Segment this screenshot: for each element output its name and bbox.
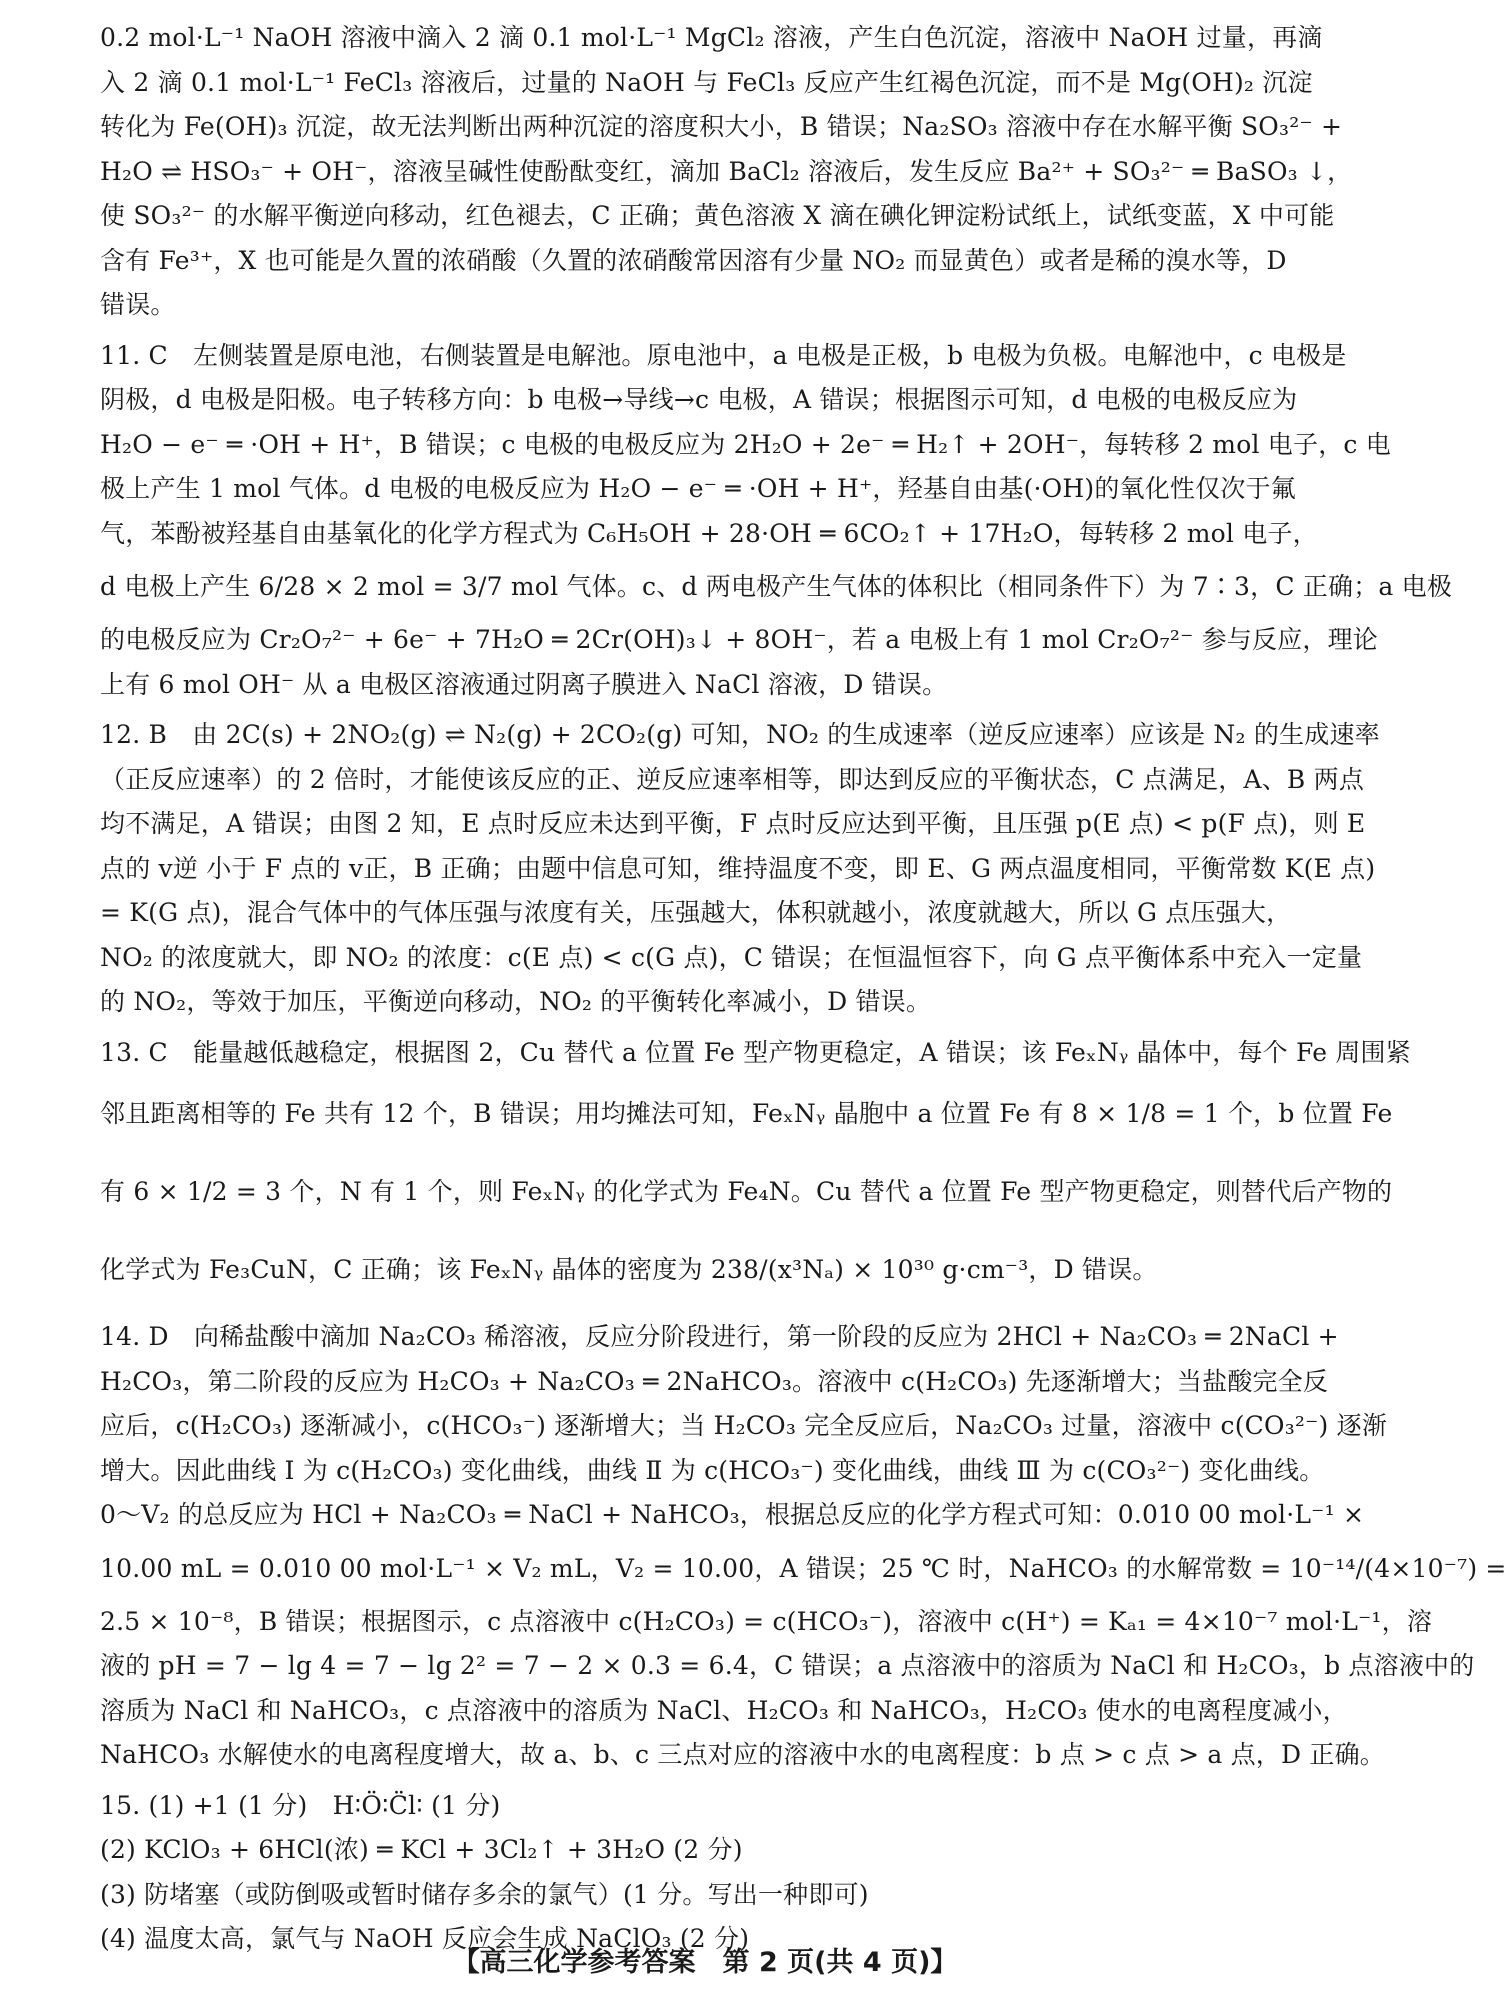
text-line: 含有 Fe³⁺，X 也可能是久置的浓硝酸（久置的浓硝酸常因溶有少量 NO₂ 而显黄色）或者是稀的溴水等，D	[100, 245, 1287, 275]
text-line: H₂O − e⁻ ═ ·OH + H⁺，B 错误；c 电极的电极反应为 2H₂O + 2e⁻ ═ H₂↑ + 2OH⁻，每转移 2 mol 电子，c 电	[100, 429, 1391, 459]
text-line: 应后，c(H₂CO₃) 逐渐减小，c(HCO₃⁻) 逐渐增大；当 H₂CO₃ 完全反应后，Na₂CO₃ 过量，溶液中 c(CO₃²⁻) 逐渐	[100, 1411, 1388, 1440]
text-line: NaHCO₃ 水解使水的电离程度增大，故 a、b、c 三点对应的溶液中水的电离程度：b 点 > c 点 > a 点，D 正确。	[100, 1740, 1386, 1769]
text-line: 点的 v逆 小于 F 点的 v正，B 正确；由题中信息可知，维持温度不变，即 E、G 两点温度相同，平衡常数 K(E 点)	[100, 853, 1376, 883]
answer-12: 12. B 由 2C(s) + 2NO₂(g) ⇌ N₂(g) + 2CO₂(g) 可知，NO₂ 的生成速率（逆反应速率）应该是 N₂ 的生成速率	[100, 720, 1380, 749]
text-line: 错误。	[100, 290, 176, 319]
text-line: 2.5 × 10⁻⁸，B 错误；根据图示，c 点溶液中 c(H₂CO₃) = c(HCO₃⁻)，溶液中 c(H⁺) = Kₐ₁ = 4×10⁻⁷ mol·L⁻¹，溶	[100, 1606, 1433, 1636]
text-line: H₂O ⇌ HSO₃⁻ + OH⁻，溶液呈碱性使酚酞变红，滴加 BaCl₂ 溶液后，发生反应 Ba²⁺ + SO₃²⁻ ═ BaSO₃ ↓，	[100, 156, 1353, 186]
text-line: 气，苯酚被羟基自由基氧化的化学方程式为 C₆H₅OH + 28·OH ═ 6CO₂↑ + 17H₂O，每转移 2 mol 电子，	[100, 518, 1318, 548]
answer-15: 15. (1) +1 (1 分) H∶Ö∶C̈l∶ (1 分)	[100, 1790, 501, 1820]
answer-14: 14. D 向稀盐酸中滴加 Na₂CO₃ 稀溶液，反应分阶段进行，第一阶段的反应为 2HCl + Na₂CO₃ ═ 2NaCl +	[100, 1322, 1339, 1351]
text-line: (3) 防堵塞（或防倒吸或暂时储存多余的氯气）(1 分。写出一种即可)	[100, 1879, 869, 1909]
text-line: 10.00 mL = 0.010 00 mol·L⁻¹ × V₂ mL，V₂ = 10.00，A 错误；25 ℃ 时，NaHCO₃ 的水解常数 = 10⁻¹⁴/(4×10⁻⁷) =	[100, 1553, 1507, 1583]
text-line: 阴极，d 电极是阳极。电子转移方向：b 电极→导线→c 电极，A 错误；根据图示可知，d 电极的电极反应为	[100, 385, 1298, 414]
text-line: 化学式为 Fe₃CuN，C 正确；该 FeₓNᵧ 晶体的密度为 238/(x³Nₐ) × 10³⁰ g·cm⁻³，D 错误。	[100, 1255, 1158, 1284]
text-line: 均不满足，A 错误；由图 2 知，E 点时反应未达到平衡，F 点时反应达到平衡，且压强 p(E 点) < p(F 点)，则 E	[100, 809, 1366, 838]
text-line: 0.2 mol·L⁻¹ NaOH 溶液中滴入 2 滴 0.1 mol·L⁻¹ MgCl₂ 溶液，产生白色沉淀，溶液中 NaOH 过量，再滴	[100, 23, 1323, 52]
text-line: 溶质为 NaCl 和 NaHCO₃，c 点溶液中的溶质为 NaCl、H₂CO₃ 和 NaHCO₃，H₂CO₃ 使水的电离程度减小，	[100, 1695, 1348, 1725]
text-line: 极上产生 1 mol 气体。d 电极的电极反应为 H₂O − e⁻ ═ ·OH + H⁺，羟基自由基(·OH)的氧化性仅次于氟	[100, 474, 1296, 503]
text-line: 0～V₂ 的总反应为 HCl + Na₂CO₃ ═ NaCl + NaHCO₃，根据总反应的化学方程式可知：0.010 00 mol·L⁻¹ ×	[100, 1500, 1365, 1529]
text-line: d 电极上产生 6/28 × 2 mol = 3/7 mol 气体。c、d 两电极产生气体的体积比（相同条件下）为 7∶3，C 正确；a 电极	[100, 572, 1453, 601]
text-line: H₂CO₃，第二阶段的反应为 H₂CO₃ + Na₂CO₃ ═ 2NaHCO₃。溶液中 c(H₂CO₃) 先逐渐增大；当盐酸完全反	[100, 1366, 1329, 1396]
text-line: 液的 pH = 7 − lg 4 = 7 − lg 2² = 7 − 2 × 0.3 = 6.4，C 错误；a 点溶液中的溶质为 NaCl 和 H₂CO₃，b 点溶液中的	[100, 1651, 1475, 1680]
answer-13: 13. C 能量越低越稳定，根据图 2，Cu 替代 a 位置 Fe 型产物更稳定，A 错误；该 FeₓNᵧ 晶体中，每个 Fe 周围紧	[100, 1037, 1411, 1067]
text-line: 转化为 Fe(OH)₃ 沉淀，故无法判断出两种沉淀的溶度积大小，B 错误；Na₂SO₃ 溶液中存在水解平衡 SO₃²⁻ +	[100, 112, 1343, 141]
text-line: 使 SO₃²⁻ 的水解平衡逆向移动，红色褪去，C 正确；黄色溶液 X 滴在碘化钾淀粉试纸上，试纸变蓝，X 中可能	[100, 201, 1335, 230]
text-line: NO₂ 的浓度就大，即 NO₂ 的浓度：c(E 点) < c(G 点)，C 错误；在恒温恒容下，向 G 点平衡体系中充入一定量	[100, 942, 1363, 972]
text-line: 邻且距离相等的 Fe 共有 12 个，B 错误；用均摊法可知，FeₓNᵧ 晶胞中 a 位置 Fe 有 8 × 1/8 = 1 个，b 位置 Fe	[100, 1099, 1393, 1128]
text-line: （正反应速率）的 2 倍时，才能使该反应的正、逆反应速率相等，即达到反应的平衡状态，C 点满足，A、B 两点	[100, 764, 1365, 794]
text-line: 增大。因此曲线 Ⅰ 为 c(H₂CO₃) 变化曲线，曲线 Ⅱ 为 c(HCO₃⁻) 变化曲线，曲线 Ⅲ 为 c(CO₃²⁻) 变化曲线。	[100, 1455, 1325, 1485]
text-line: 入 2 滴 0.1 mol·L⁻¹ FeCl₃ 溶液后，过量的 NaOH 与 FeCl₃ 反应产生红褐色沉淀，而不是 Mg(OH)₂ 沉淀	[100, 67, 1313, 97]
page-footer: 【高三化学参考答案 第 2 页(共 4 页)】	[452, 1947, 958, 1978]
answer-11: 11. C 左侧装置是原电池，右侧装置是电解池。原电池中，a 电极是正极，b 电极为负极。电解池中，c 电极是	[100, 340, 1347, 370]
text-line: 的 NO₂，等效于加压，平衡逆向移动，NO₂ 的平衡转化率减小，D 错误。	[100, 987, 932, 1016]
text-line: = K(G 点)，混合气体中的气体压强与浓度有关，压强越大，体积就越小，浓度就越大，所以 G 点压强大，	[100, 898, 1292, 927]
text-line: 上有 6 mol OH⁻ 从 a 电极区溶液通过阴离子膜进入 NaCl 溶液，D 错误。	[100, 669, 948, 699]
text-line: 的电极反应为 Cr₂O₇²⁻ + 6e⁻ + 7H₂O ═ 2Cr(OH)₃↓ + 8OH⁻，若 a 电极上有 1 mol Cr₂O₇²⁻ 参与反应，理论	[100, 625, 1379, 654]
text-line: (2) KClO₃ + 6HCl(浓) ═ KCl + 3Cl₂↑ + 3H₂O (2 分)	[100, 1835, 743, 1864]
text-line: (4) 温度太高，氯气与 NaOH 反应会生成 NaClO₃ (2 分)	[100, 1924, 750, 1953]
text-line: 有 6 × 1/2 = 3 个，N 有 1 个，则 FeₓNᵧ 的化学式为 Fe₄N。Cu 替代 a 位置 Fe 型产物更稳定，则替代后产物的	[100, 1177, 1393, 1206]
